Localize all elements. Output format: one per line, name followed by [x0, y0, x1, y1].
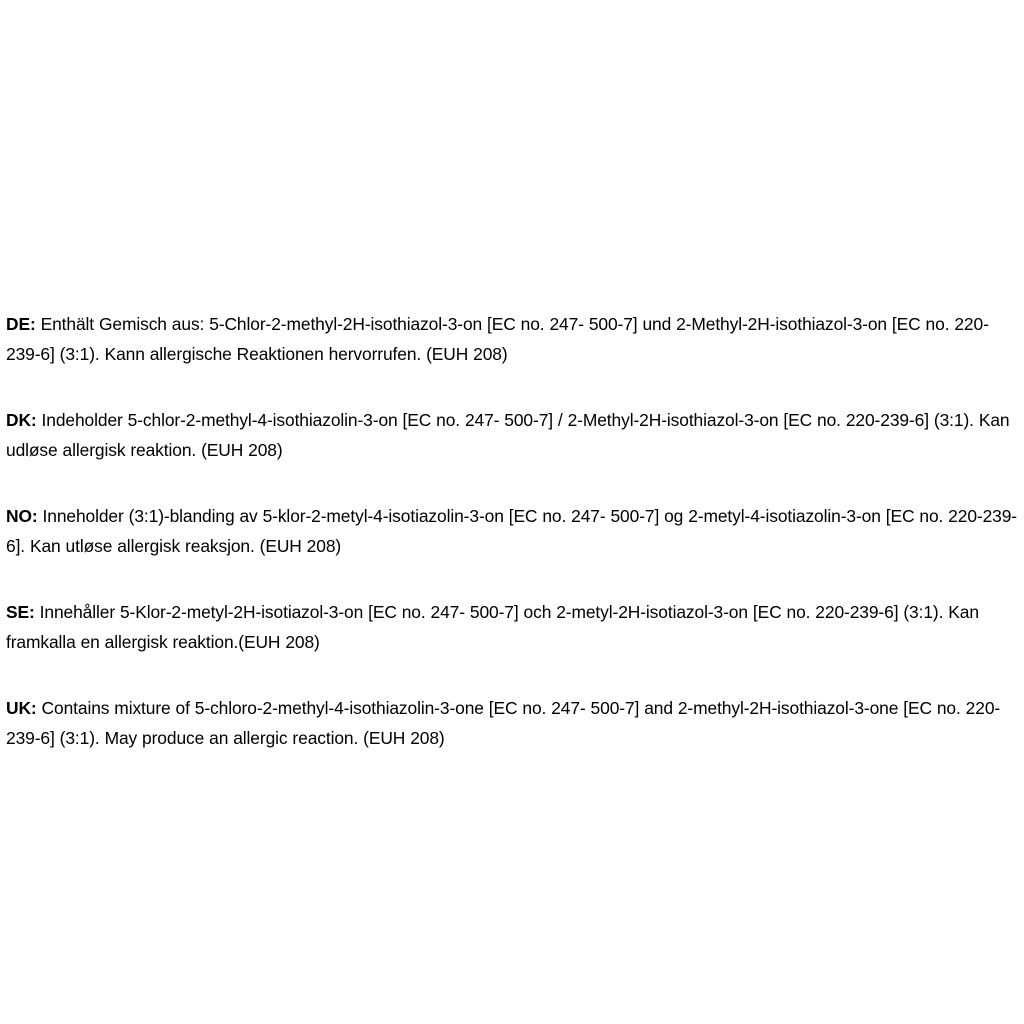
statement-text-de: Enthält Gemisch aus: 5-Chlor-2-methyl-2H-isothiazol-3-on [EC no. 247- 500-7] und 2-Methyl-2H-isothiazol-3-on [EC no. 220-239-6] (3:1). Kann allergische Reaktionen hervorrufen. (EUH 208) [6, 314, 989, 365]
statement-de [6, 309, 1018, 369]
language-label-de: DE: [6, 314, 36, 335]
language-label-no: NO: [6, 506, 38, 527]
language-label-uk: UK: [6, 698, 37, 719]
statement-se [6, 597, 1018, 657]
statement-uk [6, 693, 1018, 753]
statement-dk [6, 405, 1018, 465]
language-label-dk: DK: [6, 410, 37, 431]
language-label-se: SE: [6, 602, 35, 623]
statement-text-se: Innehåller 5-Klor-2-metyl-2H-isotiazol-3-on [EC no. 247- 500-7] och 2-metyl-2H-isotiazol-3-on [EC no. 220-239-6] (3:1). Kan framkalla en allergisk reaktion.(EUH 208) [6, 602, 979, 653]
statement-text-uk: Contains mixture of 5-chloro-2-methyl-4-isothiazolin-3-one [EC no. 247- 500-7] and 2-methyl-2H-isothiazol-3-one [EC no. 220-239-6] (3:1). May produce an allergic reaction. (EUH 208) [6, 698, 1001, 749]
statement-text-dk: Indeholder 5-chlor-2-methyl-4-isothiazolin-3-on [EC no. 247- 500-7] / 2-Methyl-2H-isothiazol-3-on [EC no. 220-239-6] (3:1). Kan udløse allergisk reaktion. (EUH 208) [6, 410, 1010, 461]
statement-no [6, 501, 1018, 561]
statement-text-no: Inneholder (3:1)-blanding av 5-klor-2-metyl-4-isotiazolin-3-on [EC no. 247- 500-7] og 2-metyl-4-isotiazolin-3-on [EC no. 220-239-6]. Kan utløse allergisk reaksjon. (EUH 208) [6, 506, 1017, 557]
